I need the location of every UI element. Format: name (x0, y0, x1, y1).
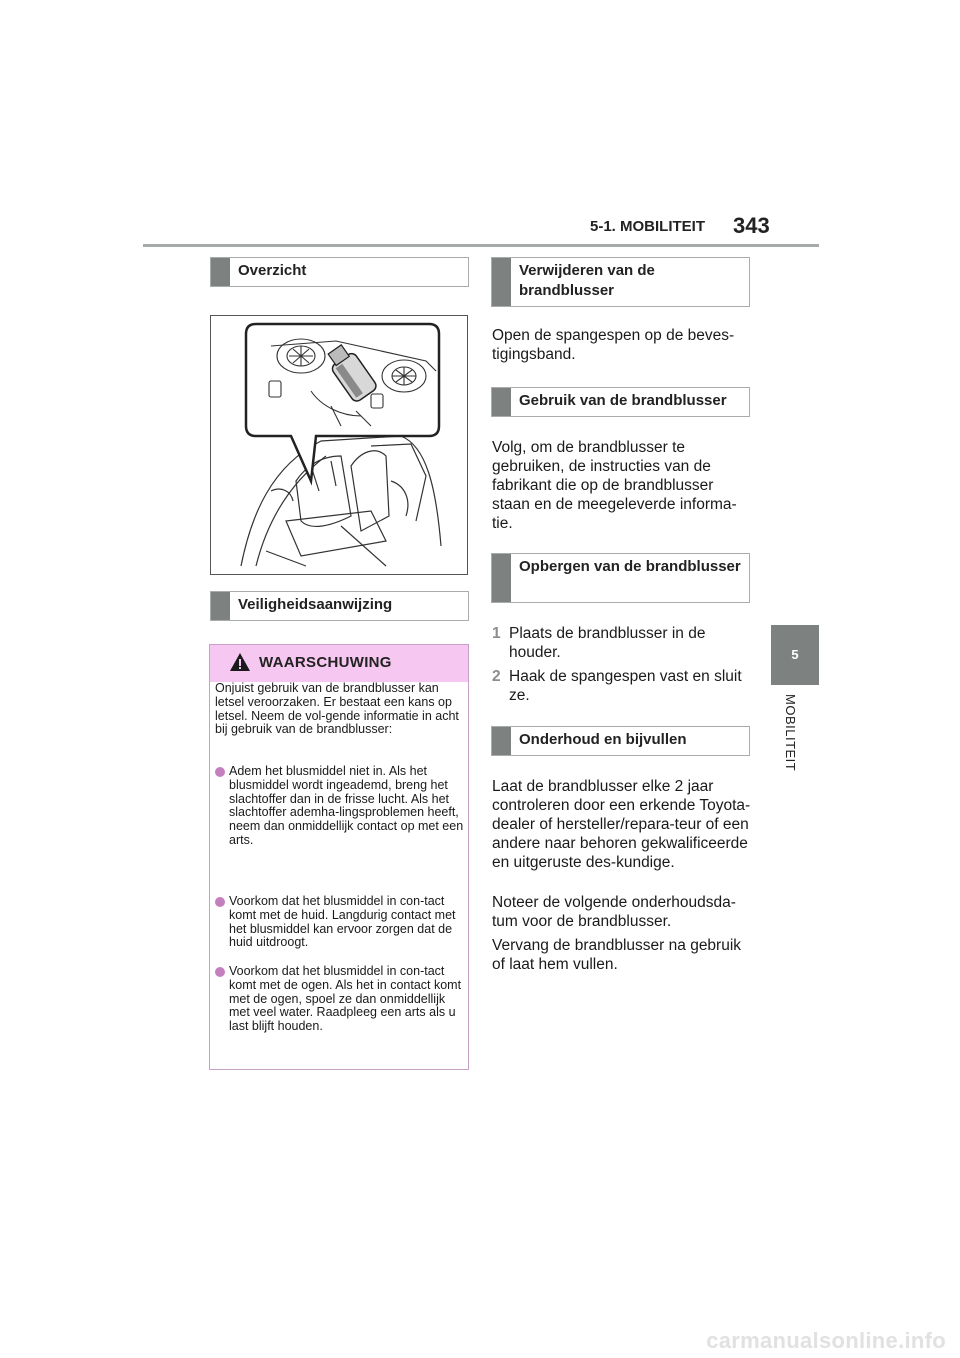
heading-text: Gebruik van de brandblusser (519, 392, 727, 409)
maintenance-text: Laat de brandblusser elke 2 jaar controleren door een erkende Toyota-dealer of hersteller/repara-teur of een andere naar behoren gekwalificeerde en uitgeruste des-kundige. (492, 778, 751, 871)
warning-icon (229, 652, 251, 677)
maintenance-text: Vervang de brandblusser na gebruik of laat hem vullen. (492, 937, 742, 973)
step-text: Haak de spangespen vast en sluit ze. (509, 668, 742, 704)
use-text: Volg, om de brandblusser te gebruiken, de instructies van de fabrikant die op de brandblusser staan en de meegeleverde informa-tie. (492, 439, 737, 532)
heading-bar (492, 554, 511, 602)
fire-extinguisher-illustration (210, 315, 468, 575)
bullet-dot-icon (215, 967, 225, 977)
bullet-text: Voorkom dat het blusmiddel in con-tact komt met de huid. Langdurig contact met het blusmiddel kan ervoor zorgen dat de huid uitdroogt. (229, 894, 456, 950)
heading-remove (491, 257, 750, 307)
watermark[interactable]: carmanualsonline.info (706, 1328, 946, 1353)
heading-text: Veiligheidsaanwijzing (238, 596, 393, 613)
bullet-text: Adem het blusmiddel niet in. Als het blusmiddel wordt ingeademd, breng het slachtoffer dan in de frisse lucht. Als het slachtoffer ademha-lingsproblemen heeft, neem dan onmiddellijk contact op met een arts. (229, 764, 464, 847)
heading-use (491, 387, 750, 417)
bullet-dot-icon (215, 897, 225, 907)
bullet-dot-icon (215, 767, 225, 777)
heading-overview (210, 257, 469, 287)
step-number: 2 (492, 668, 501, 685)
chapter-label: MOBILITEIT (783, 694, 798, 772)
heading-store (491, 553, 750, 603)
heading-text: Onderhoud en bijvullen (519, 731, 687, 748)
warning-intro: Onjuist gebruik van de brandblusser kan letsel veroorzaken. Er bestaat een kans op letsel. Neem de vol-gende informatie in acht bij gebruik van de brandblusser: (215, 681, 459, 737)
bullet-text: Voorkom dat het blusmiddel in con-tact komt met de ogen. Als het in contact komt met de ogen, spoel ze dan onmiddellijk met veel water. Raadpleeg een arts als u last blijft houden. (229, 964, 462, 1034)
heading-bar (492, 727, 511, 755)
heading-maintenance (491, 726, 750, 756)
heading-bar (492, 388, 511, 416)
remove-text: Open de spangespen op de beves-tigingsband. (492, 327, 735, 363)
step-text: Plaats de brandblusser in de houder. (509, 625, 706, 661)
heading-bar (492, 258, 511, 306)
illustration-drawing (211, 316, 468, 575)
heading-text: Overzicht (238, 262, 307, 279)
heading-text: Verwijderen van de brandblusser (519, 262, 655, 299)
heading-bar (211, 592, 230, 620)
heading-safety (210, 591, 469, 621)
header-divider (143, 244, 819, 247)
step-number: 1 (492, 625, 501, 642)
warning-box (209, 644, 469, 1070)
maintenance-text: Noteer de volgende onderhoudsda-tum voor de brandblusser. (492, 894, 736, 930)
section-title: 5-1. MOBILITEIT (590, 218, 706, 235)
heading-bar (211, 258, 230, 286)
warning-title: WAARSCHUWING (259, 654, 392, 671)
chapter-tab[interactable]: 5 (771, 625, 819, 685)
page-number: 343 (733, 213, 770, 238)
warning-header (210, 645, 468, 682)
heading-text: Opbergen van de brandblusser (519, 558, 741, 575)
